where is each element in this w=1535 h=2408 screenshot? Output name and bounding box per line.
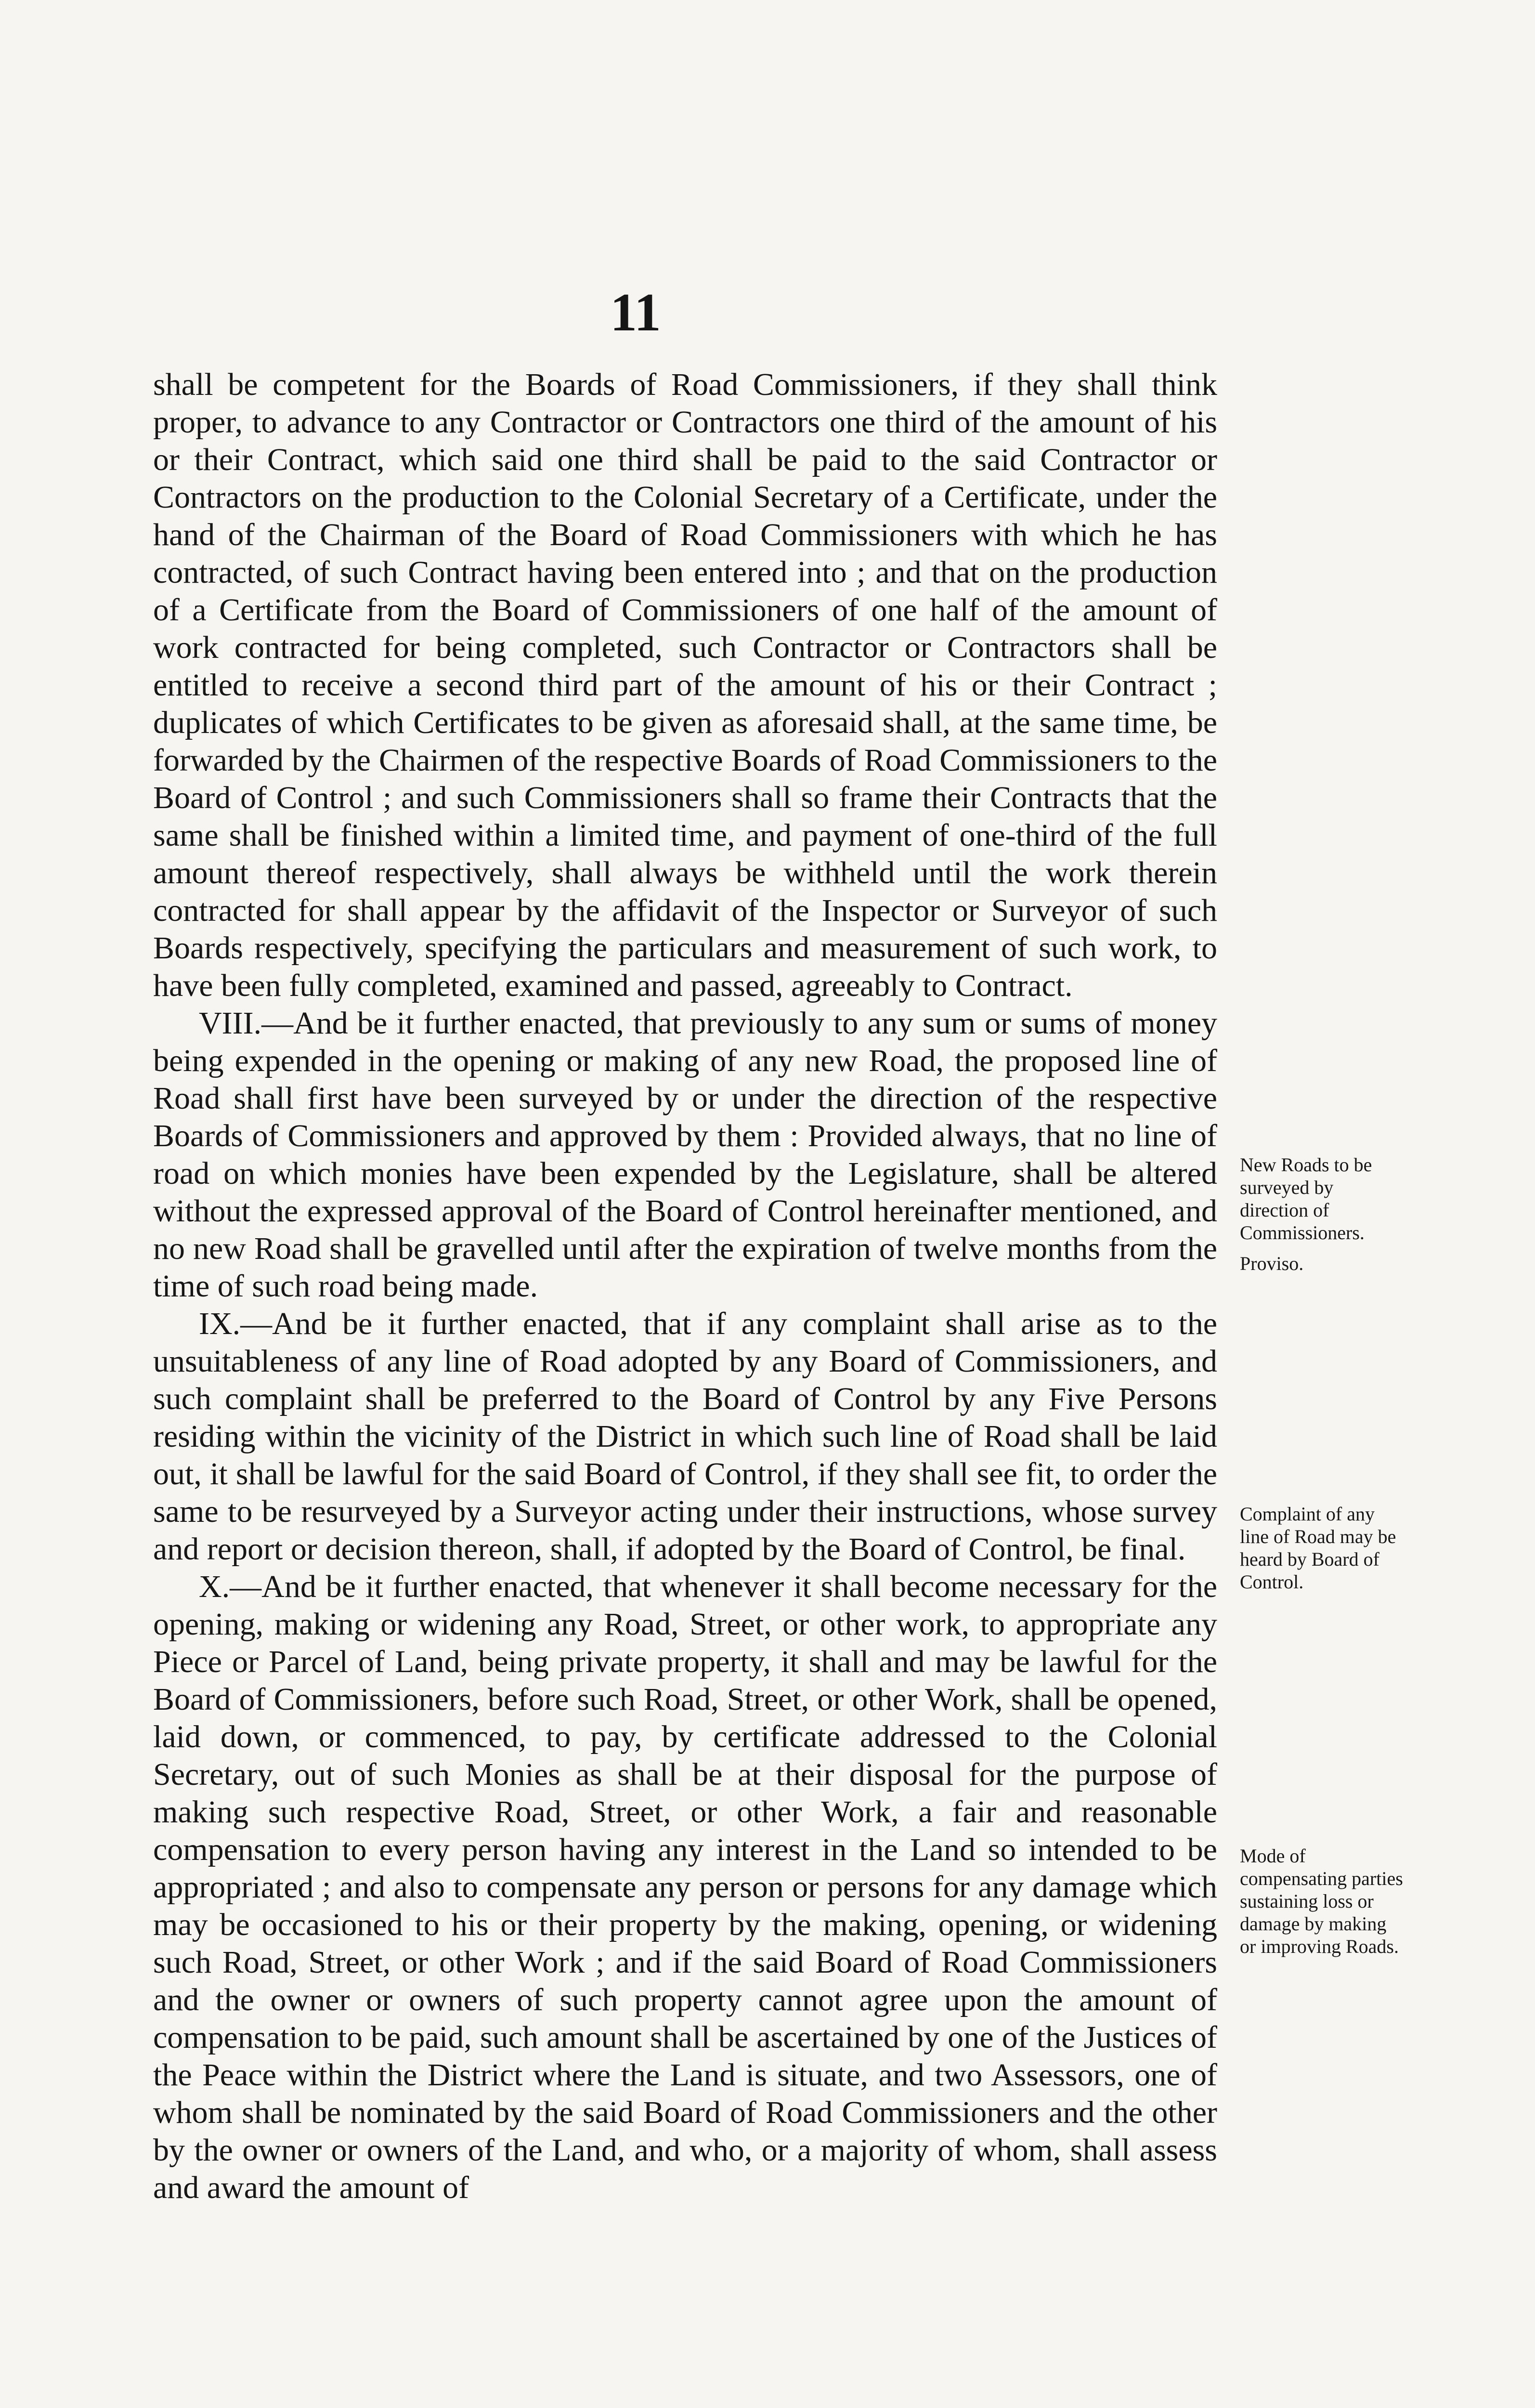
- section-ix: IX.—And be it further enacted, that if any complaint shall arise as to the unsuitableness of any line of Road adopted by any Board of Commissioners, and such complaint shall be preferred to the Board of Control by any Five Persons residing within the vicinity of the District in which such line of Road shall be laid out, it shall be lawful for the said Board of Control, if they shall see fit, to order the same to be resurveyed by a Surveyor acting under their instructions, whose survey and report or decision thereon, shall, if adopted by the Board of Control, be final.: [153, 1306, 1217, 1567]
- section-x: X.—And be it further enacted, that whenever it shall become necessary for the opening, making or widening any Road, Street, or other work, to appropriate any Piece or Parcel of Land, being private property, it shall and may be lawful for the Board of Commissioners, before such Road, Street, or other Work, shall be opened, laid down, or commenced, to pay, by certificate addressed to the Colonial Secretary, out of such Monies as shall be at their disposal for the purpose of making such respective Road, Street, or other Work, a fair and reasonable compensation to every person having any interest in the Land so intended to be appropriated ; and also to compensate any person or persons for any damage which may be occasioned to his or their property by the making, opening, or widening such Road, Street, or other Work ; and if the said Board of Road Commissioners and the owner or owners of such property cannot agree upon the amount of compensation to be paid, such amount shall be ascertained by one of the Justices of the Peace within the District where the Land is situate, and two Assessors, one of whom shall be nominated by the said Board of Road Commissioners and the other by the owner or owners of the Land, and who, or a majority of whom, shall assess and award the amount of: [153, 1569, 1217, 2205]
- margin-note-new-roads: New Roads to be surveyed by direction of Commissioners.: [1240, 1154, 1372, 1243]
- margin-note-complaint: Complaint of any line of Road may be heard by Board of Control.: [1240, 1503, 1396, 1593]
- body-text: [153, 366, 1217, 2207]
- margin-note-proviso: Proviso.: [1240, 1253, 1304, 1274]
- page-number: 11: [610, 283, 661, 342]
- paragraph-continued: shall be competent for the Boards of Road Commissioners, if they shall think proper, to advance to any Contractor or Contractors one third of the amount of his or their Contract, which said one third shall be paid to the said Contractor or Contractors on the production to the Colonial Secretary of a Certificate, under the hand of the Chairman of the Board of Road Commissioners with which he has contracted, of such Contract having been entered into ; and that on the production of a Certificate from the Board of Commissioners of one half of the amount of work contracted for being completed, such Contractor or Contractors shall be entitled to receive a second third part of the amount of his or their Contract ; duplicates of which Certificates to be given as aforesaid shall, at the same time, be forwarded by the Chairmen of the respective Boards of Road Commissioners to the Board of Control ; and such Commissioners shall so frame their Contracts that the same shall be finished within a limited time, and payment of one-third of the full amount thereof respectively, shall always be withheld until the work therein contracted for shall appear by the affidavit of the Inspector or Surveyor of such Boards respectively, specifying the particulars and measurement of such work, to have been fully completed, examined and passed, agreeably to Contract.: [153, 367, 1217, 1003]
- margin-note-compensation: Mode of compensating parties sustaining loss or damage by making or improving Roads.: [1240, 1845, 1403, 1957]
- section-viii: VIII.—And be it further enacted, that previously to any sum or sums of money being expended in the opening or making of any new Road, the proposed line of Road shall first have been surveyed by or under the direction of the respective Boards of Commissioners and approved by them : Provided always, that no line of road on which monies have been expended by the Legislature, shall be altered without the expressed approval of the Board of Control hereinafter mentioned, and no new Road shall be gravelled until after the expiration of twelve months from the time of such road being made.: [153, 1006, 1217, 1304]
